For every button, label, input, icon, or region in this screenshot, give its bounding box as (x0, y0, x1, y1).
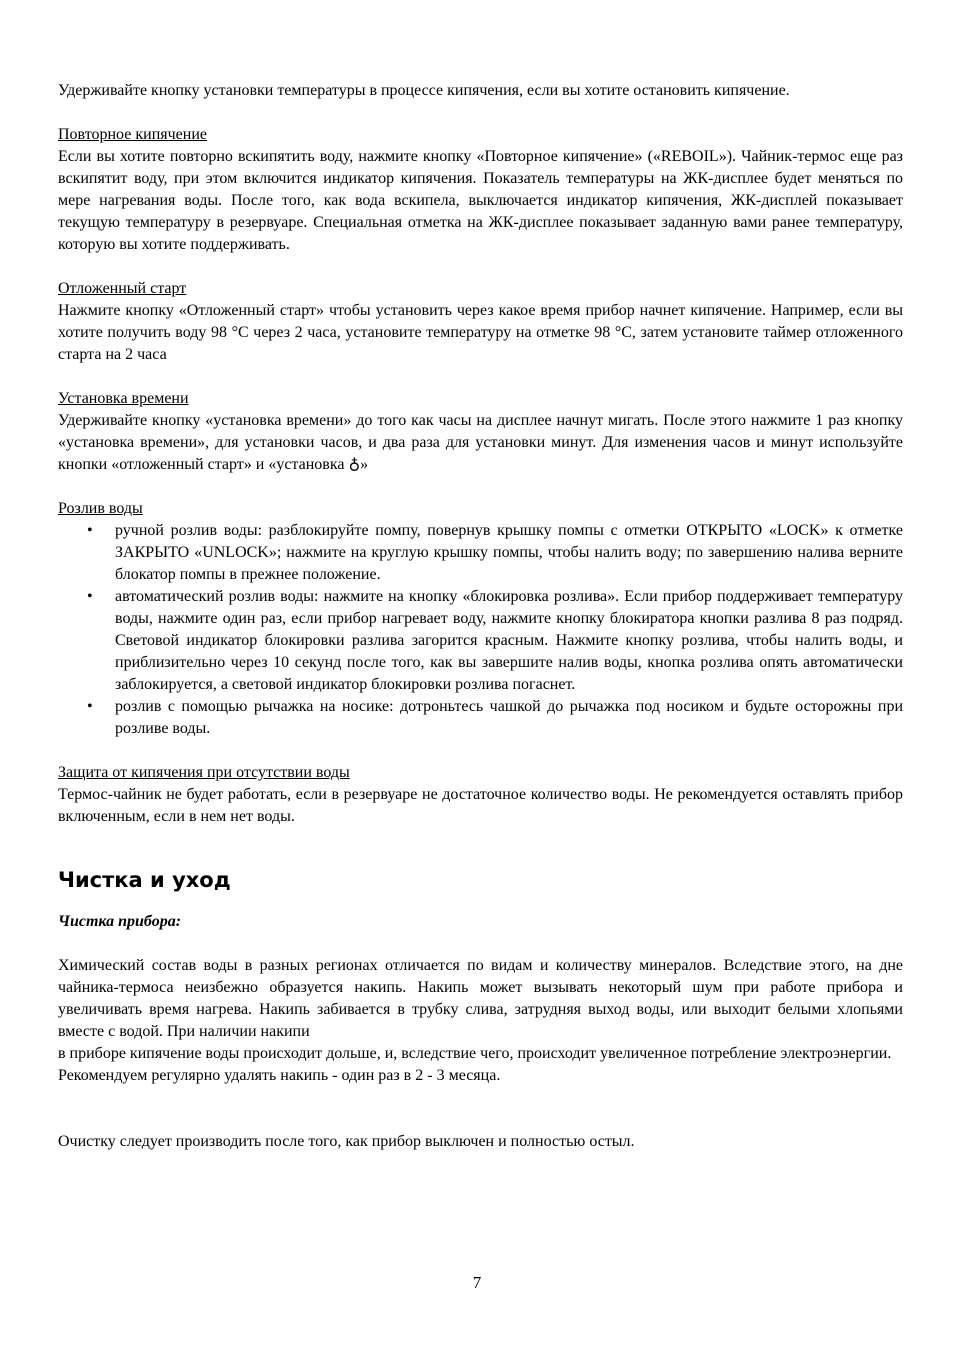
section-dry-boil-protection (58, 762, 903, 828)
list-item: • автоматический розлив воды: нажмите на кнопку «блокировка розлива». Если прибор поддерживает температуру воды, нажмите один раз, если прибор нагревает воду, нажмите кнопку блокиратора кнопки разлива 8 раз подряд. Световой индикатор блокировки разлива загорится красным. Нажмите кнопку розлива, чтобы налить воды, и приблизительно через 10 секунд после того, как вы завершите налив воды, кнопка розлива опять автоматически заблокируется, а световой индикатор блокировки розлива погаснет. (58, 586, 903, 696)
cleaning-note: Очистку следует производить после того, как прибор выключен и полностью остыл. (58, 1133, 635, 1150)
section-title: Установка времени (58, 390, 189, 407)
cleaning-paragraph-continued: в приборе кипячение воды происходит дольше, и, вследствие чего, происходит увеличенное потребление электроэнергии. Рекомендуем регулярно удалять накипь - один раз в 2 - 3 месяца. (58, 1045, 892, 1084)
section-water-dispense (58, 498, 903, 740)
intro-paragraph: Удерживайте кнопку установки температуры в процессе кипячения, если вы хотите остановить кипячение. (58, 82, 790, 99)
section-text: Нажмите кнопку «Отложенный старт» чтобы установить через какое время прибор начнет кипячение. Например, если вы хотите получить воду 98 °C через 2 часа, установите температуру на отметке 98 °C, затем установите таймер отложенного старта на 2 часа (58, 302, 903, 363)
section-text: Термос-чайник не будет работать, если в резервуаре не достаточное количество воды. Не рекомендуется оставлять прибор включенным, если в нем нет воды. (58, 786, 903, 825)
document-page (58, 80, 903, 1153)
list-item: • ручной розлив воды: разблокируйте помпу, повернув крышку помпы с отметки ОТКРЫТО «LOCK» к отметке ЗАКРЫТО «UNLOCK»; нажмите на круглую крышку помпы, чтобы налить воду; по завершению налива верните блокатор помпы в прежнее положение. (58, 520, 903, 586)
section-title: Розлив воды (58, 500, 143, 517)
section-time-setting (58, 388, 903, 476)
section-title: Повторное кипячение (58, 126, 207, 143)
page-number: 7 (472, 1273, 482, 1292)
section-reboil (58, 124, 903, 256)
cleaning-heading: Чистка и уход (58, 868, 231, 892)
cleaning-paragraph: Химический состав воды в разных регионах отличается по видам и количеству минералов. Вследствие этого, на дне чайника-термоса неизбежно образуется накипь. Накипь может вызывать некоторый шум при работе прибора и увеличивать время нагрева. Накипь забивается в трубку слива, затрудняя выход воды, или выходит белыми хлопьями вместе с водой. При наличии накипи (58, 957, 903, 1040)
section-title: Защита от кипячения при отсутствии воды (58, 764, 350, 781)
section-title: Отложенный старт (58, 280, 187, 297)
list-item: • розлив с помощью рычажка на носике: дотроньтесь чашкой до рычажка под носиком и будьте осторожны при розливе воды. (58, 696, 903, 740)
section-delay-start (58, 278, 903, 366)
section-text: Удерживайте кнопку «установка времени» до того как часы на дисплее начнут мигать. После этого нажмите 1 раз кнопку «установка времени», для установки часов, и два раза для установки минут. Для изменения часов и минут используйте кнопки «отложенный старт» и «установка ♁» (58, 412, 903, 473)
cleaning-subheading: Чистка прибора: (58, 913, 182, 930)
section-text: Если вы хотите повторно вскипятить воду, нажмите кнопку «Повторное кипячение» («REBOIL»). Чайник-термос еще раз вскипятит воду, при этом включится индикатор кипячения. Показатель температуры на ЖК-дисплее будет меняться по мере нагревания воды. После того, как вода вскипела, выключается индикатор кипячения, ЖК-дисплей показывает текущую температуру в резервуаре. Специальная отметка на ЖК-дисплее показывает заданную вами ранее температуру, которую вы хотите поддерживать. (58, 148, 903, 253)
bullet-list (58, 520, 903, 740)
